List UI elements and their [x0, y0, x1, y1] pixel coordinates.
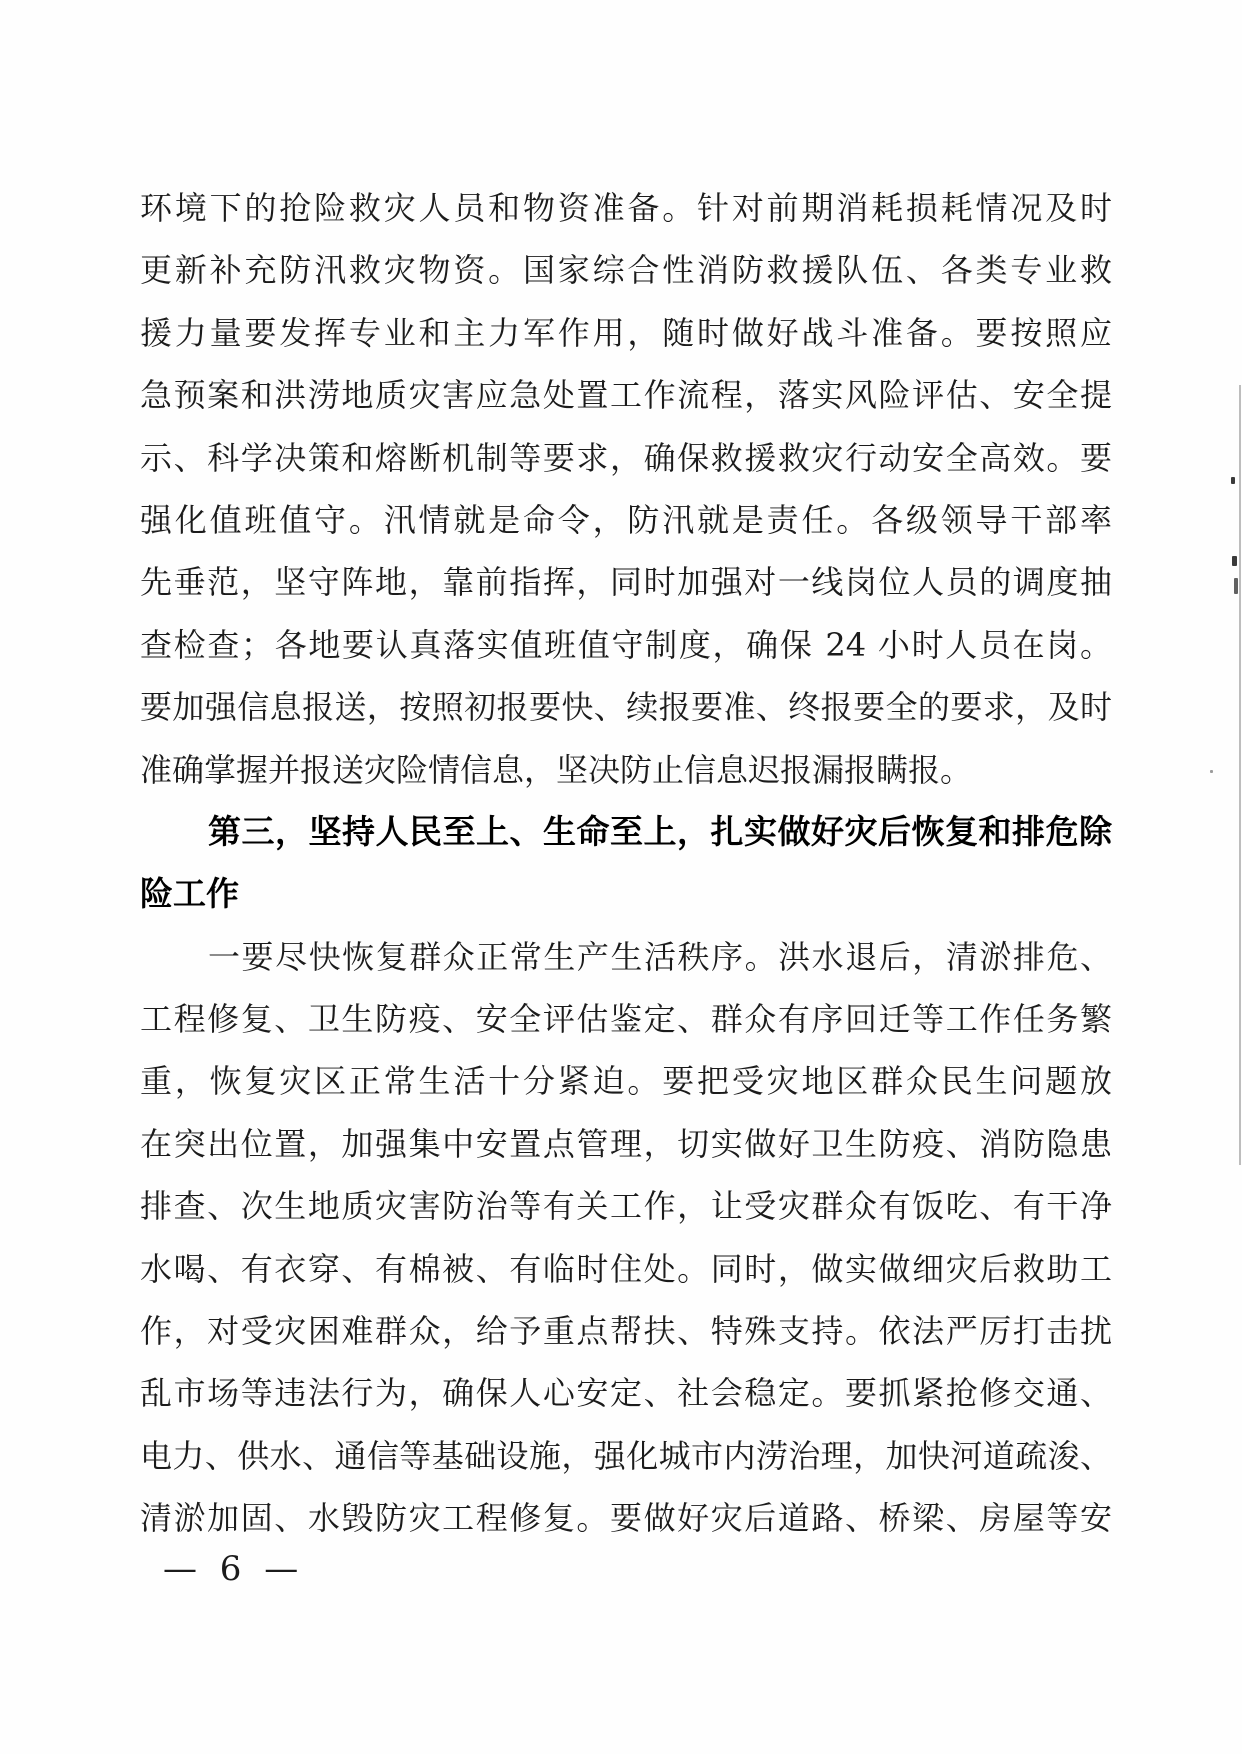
text-line: 工程修复、卫生防疫、安全评估鉴定、群众有序回迁等工作任务繁 — [140, 1000, 1112, 1039]
text-line: 先垂范，坚守阵地，靠前指挥，同时加强对一线岗位人员的调度抽 — [140, 563, 1112, 602]
text-line: 重，恢复灾区正常生活十分紧迫。要把受灾地区群众民生问题放 — [140, 1062, 1112, 1101]
text-line: 急预案和洪涝地质灾害应急处置工作流程，落实风险评估、安全提 — [140, 376, 1112, 415]
text-line: 更新补充防汛救灾物资。国家综合性消防救援队伍、各类专业救 — [140, 251, 1112, 290]
section-heading-line: 第三，坚持人民至上、生命至上，扎实做好灾后恢复和排危除 — [208, 811, 1112, 851]
text-line: 乱市场等违法行为，确保人心安定、社会稳定。要抓紧抢修交通、 — [140, 1374, 1112, 1413]
text-line: 要加强信息报送，按照初报要快、续报要准、终报要全的要求，及时 — [140, 688, 1112, 727]
scan-artifact-line — [1239, 385, 1241, 1165]
text-line: 一要尽快恢复群众正常生产生活秩序。洪水退后，清淤排危、 — [208, 937, 1112, 976]
text-line: 强化值班值守。汛情就是命令，防汛就是责任。各级领导干部率 — [140, 500, 1112, 539]
text-line: 援力量要发挥专业和主力军作用，随时做好战斗准备。要按照应 — [140, 313, 1112, 352]
text-line: 作，对受灾困难群众，给予重点帮扶、特殊支持。依法严厉打击扰 — [140, 1312, 1112, 1351]
scan-artifact-speck — [1231, 477, 1235, 484]
scan-artifact-speck — [1232, 556, 1237, 566]
scan-artifact-speck — [1234, 578, 1238, 594]
section-heading-line: 险工作 — [140, 874, 239, 914]
scan-artifact-speck — [1210, 770, 1213, 773]
text-line: 排查、次生地质灾害防治等有关工作，让受灾群众有饭吃、有干净 — [140, 1187, 1112, 1226]
text-line: 示、科学决策和熔断机制等要求，确保救援救灾行动安全高效。要 — [140, 438, 1112, 477]
document-body — [140, 177, 1112, 1550]
text-line: 查检查；各地要认真落实值班值守制度，确保 24 小时人员在岗。 — [140, 625, 1112, 664]
page-number: — 6 — — [163, 1549, 305, 1589]
text-line: 水喝、有衣穿、有棉被、有临时住处。同时，做实做细灾后救助工 — [140, 1249, 1112, 1288]
text-line: 电力、供水、通信等基础设施，强化城市内涝治理，加快河道疏浚、 — [140, 1436, 1112, 1475]
text-line: 清淤加固、水毁防灾工程修复。要做好灾后道路、桥梁、房屋等安 — [140, 1499, 1112, 1538]
text-line: 准确掌握并报送灾险情信息，坚决防止信息迟报漏报瞒报。 — [140, 750, 973, 789]
text-line: 环境下的抢险救灾人员和物资准备。针对前期消耗损耗情况及时 — [140, 189, 1112, 227]
text-line: 在突出位置，加强集中安置点管理，切实做好卫生防疫、消防隐患 — [140, 1124, 1112, 1163]
